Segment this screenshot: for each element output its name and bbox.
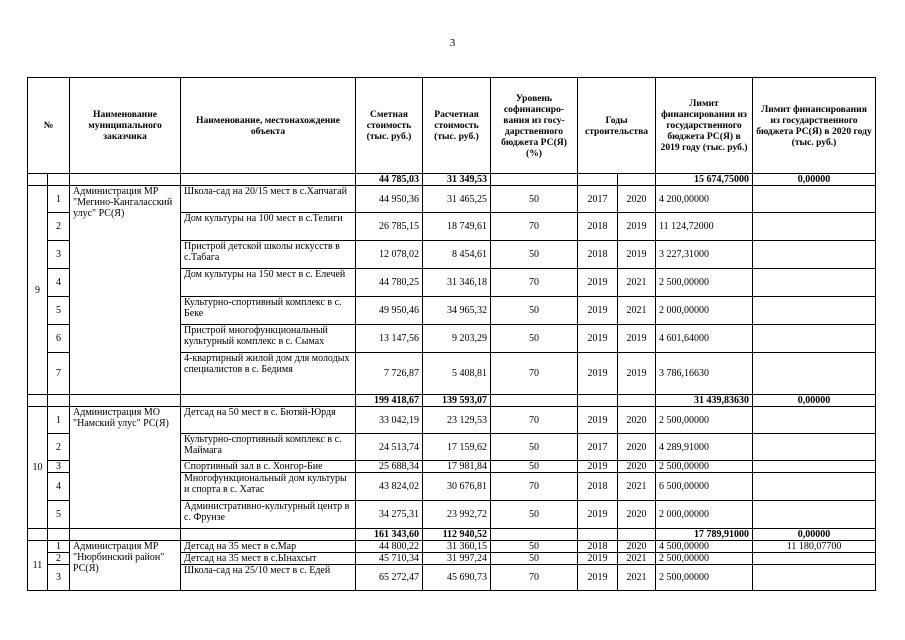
row-number: 2 xyxy=(48,213,70,241)
estimated-cost: 34 275,31 xyxy=(356,501,423,529)
calculated-cost: 8 454,61 xyxy=(423,241,491,269)
top-total-limit-2020: 0,00000 xyxy=(753,174,876,186)
row-number: 1 xyxy=(48,186,70,213)
calculated-cost: 17 981,84 xyxy=(423,461,491,473)
calculated-cost: 31 465,25 xyxy=(423,186,491,213)
top-total-estimated: 44 785,03 xyxy=(356,174,423,186)
object-name: Пристрой многофункциональный культурный комплекс в с. Сымах xyxy=(181,325,356,353)
row-number: 5 xyxy=(48,501,70,529)
calculated-cost: 31 346,18 xyxy=(423,269,491,297)
calculated-cost: 34 965,32 xyxy=(423,297,491,325)
year-end: 2020 xyxy=(618,541,656,553)
limit-2020 xyxy=(753,473,876,501)
top-total-row xyxy=(28,174,876,186)
year-start: 2019 xyxy=(578,325,618,353)
estimated-cost: 65 272,47 xyxy=(356,565,423,591)
row-number: 7 xyxy=(48,353,70,395)
table-row xyxy=(28,541,876,553)
header-limit-2019: Лимит финансирования из государственного бюджета РС(Я) в 2019 году (тыс. руб.) xyxy=(656,78,753,174)
object-name: Административно-культурный центр в с. Фрунзе xyxy=(181,501,356,529)
estimated-cost: 44 780,25 xyxy=(356,269,423,297)
header-cofinancing: Уровень софинансиро-вания из госу-дарственного бюджета РС(Я) (%) xyxy=(491,78,578,174)
year-end: 2020 xyxy=(618,501,656,529)
object-name: Детсад на 35 мест в с.Мар xyxy=(181,541,356,553)
limit-2020 xyxy=(753,186,876,213)
cofinancing-pct: 50 xyxy=(491,241,578,269)
total-limit-2019: 31 439,83630 xyxy=(656,395,753,407)
limit-2020 xyxy=(753,553,876,565)
calculated-cost: 45 690,73 xyxy=(423,565,491,591)
estimated-cost: 33 042,19 xyxy=(356,407,423,434)
year-end: 2019 xyxy=(618,325,656,353)
cofinancing-pct: 50 xyxy=(491,461,578,473)
year-start: 2019 xyxy=(578,269,618,297)
row-number: 2 xyxy=(48,434,70,461)
row-number: 3 xyxy=(48,241,70,269)
cofinancing-pct: 70 xyxy=(491,353,578,395)
row-number: 4 xyxy=(48,473,70,501)
cofinancing-pct: 50 xyxy=(491,553,578,565)
year-end: 2019 xyxy=(618,353,656,395)
year-start: 2019 xyxy=(578,297,618,325)
limit-2019: 3 227,31000 xyxy=(656,241,753,269)
limit-2019: 4 500,00000 xyxy=(656,541,753,553)
estimated-cost: 44 800,22 xyxy=(356,541,423,553)
total-calculated: 112 940,52 xyxy=(423,529,491,541)
total-calculated: 139 593,07 xyxy=(423,395,491,407)
limit-2020 xyxy=(753,297,876,325)
year-end: 2021 xyxy=(618,269,656,297)
year-end: 2020 xyxy=(618,186,656,213)
customer-name: Администрация МР "Нюрбинский район" РС(Я) xyxy=(70,541,181,591)
calculated-cost: 23 129,53 xyxy=(423,407,491,434)
limit-2020 xyxy=(753,269,876,297)
cofinancing-pct: 70 xyxy=(491,473,578,501)
estimated-cost: 25 688,34 xyxy=(356,461,423,473)
year-end: 2020 xyxy=(618,461,656,473)
financing-table xyxy=(27,77,876,591)
total-limit-2020: 0,00000 xyxy=(753,395,876,407)
row-number: 2 xyxy=(48,553,70,565)
object-name: Культурно-спортивный комплекс в с. Маймага xyxy=(181,434,356,461)
estimated-cost: 12 078,02 xyxy=(356,241,423,269)
year-end: 2020 xyxy=(618,434,656,461)
cofinancing-pct: 70 xyxy=(491,565,578,591)
limit-2020 xyxy=(753,241,876,269)
year-end: 2021 xyxy=(618,473,656,501)
group-number: 10 xyxy=(28,407,48,529)
limit-2019: 3 786,16630 xyxy=(656,353,753,395)
cofinancing-pct: 50 xyxy=(491,297,578,325)
total-estimated: 199 418,67 xyxy=(356,395,423,407)
limit-2020 xyxy=(753,565,876,591)
year-start: 2019 xyxy=(578,565,618,591)
limit-2020 xyxy=(753,325,876,353)
object-name: Детсад на 35 мест в с.Ынахсыт xyxy=(181,553,356,565)
object-name: Школа-сад на 25/10 мест в с. Едей xyxy=(181,565,356,591)
group-total-row xyxy=(28,529,876,541)
table-row xyxy=(28,186,876,213)
row-number: 3 xyxy=(48,461,70,473)
total-limit-2020: 0,00000 xyxy=(753,529,876,541)
page-number: 3 xyxy=(449,37,456,49)
limit-2019: 11 124,72000 xyxy=(656,213,753,241)
year-end: 2020 xyxy=(618,407,656,434)
top-total-limit-2019: 15 674,75000 xyxy=(656,174,753,186)
header-calculated-cost: Расчетная стоимость (тыс. руб.) xyxy=(423,78,491,174)
cofinancing-pct: 50 xyxy=(491,541,578,553)
limit-2019: 4 200,00000 xyxy=(656,186,753,213)
year-start: 2017 xyxy=(578,434,618,461)
limit-2019: 4 601,64000 xyxy=(656,325,753,353)
calculated-cost: 31 360,15 xyxy=(423,541,491,553)
year-end: 2021 xyxy=(618,297,656,325)
year-start: 2019 xyxy=(578,407,618,434)
cofinancing-pct: 70 xyxy=(491,269,578,297)
limit-2020 xyxy=(753,461,876,473)
year-start: 2019 xyxy=(578,501,618,529)
estimated-cost: 49 950,46 xyxy=(356,297,423,325)
year-end: 2021 xyxy=(618,553,656,565)
limit-2020: 11 180,07700 xyxy=(753,541,876,553)
row-number: 6 xyxy=(48,325,70,353)
cofinancing-pct: 50 xyxy=(491,501,578,529)
object-name: Детсад на 50 мест в с. Бютяй-Юрдя xyxy=(181,407,356,434)
year-end: 2019 xyxy=(618,241,656,269)
table-row xyxy=(28,407,876,434)
estimated-cost: 24 513,74 xyxy=(356,434,423,461)
limit-2019: 2 000,00000 xyxy=(656,297,753,325)
cofinancing-pct: 50 xyxy=(491,325,578,353)
calculated-cost: 23 992,72 xyxy=(423,501,491,529)
header-num: № xyxy=(28,78,70,174)
cofinancing-pct: 50 xyxy=(491,434,578,461)
row-number: 1 xyxy=(48,407,70,434)
top-total-calculated: 31 349,53 xyxy=(423,174,491,186)
header-row xyxy=(28,78,876,174)
year-start: 2019 xyxy=(578,553,618,565)
limit-2020 xyxy=(753,213,876,241)
year-start: 2019 xyxy=(578,353,618,395)
group-number: 9 xyxy=(28,186,48,395)
total-estimated: 161 343,60 xyxy=(356,529,423,541)
object-name: Дом культуры на 150 мест в с. Елечей xyxy=(181,269,356,297)
object-name: 4-квартирный жилой дом для молодых специалистов в с. Бедимя xyxy=(181,353,356,395)
year-start: 2018 xyxy=(578,541,618,553)
customer-name: Администрация МР "Мегино-Кангаласский улус" РС(Я) xyxy=(70,186,181,395)
limit-2019: 2 500,00000 xyxy=(656,461,753,473)
header-years: Годы строительства xyxy=(578,78,656,174)
year-start: 2019 xyxy=(578,461,618,473)
estimated-cost: 45 710,34 xyxy=(356,553,423,565)
estimated-cost: 26 785,15 xyxy=(356,213,423,241)
year-end: 2021 xyxy=(618,565,656,591)
year-start: 2018 xyxy=(578,473,618,501)
limit-2020 xyxy=(753,501,876,529)
row-number: 5 xyxy=(48,297,70,325)
limit-2020 xyxy=(753,407,876,434)
cofinancing-pct: 70 xyxy=(491,407,578,434)
limit-2019: 2 000,00000 xyxy=(656,501,753,529)
calculated-cost: 9 203,29 xyxy=(423,325,491,353)
estimated-cost: 44 950,36 xyxy=(356,186,423,213)
group-total-row xyxy=(28,395,876,407)
object-name: Многофункциональный дом культуры и спорта в с. Хатас xyxy=(181,473,356,501)
year-start: 2018 xyxy=(578,241,618,269)
row-number: 1 xyxy=(48,541,70,553)
cofinancing-pct: 50 xyxy=(491,186,578,213)
estimated-cost: 7 726,87 xyxy=(356,353,423,395)
object-name: Школа-сад на 20/15 мест в с.Хапчагай xyxy=(181,186,356,213)
limit-2019: 2 500,00000 xyxy=(656,565,753,591)
calculated-cost: 5 408,81 xyxy=(423,353,491,395)
row-number: 3 xyxy=(48,565,70,591)
limit-2019: 6 500,00000 xyxy=(656,473,753,501)
limit-2019: 2 500,00000 xyxy=(656,407,753,434)
year-start: 2018 xyxy=(578,213,618,241)
limit-2019: 2 500,00000 xyxy=(656,269,753,297)
calculated-cost: 18 749,61 xyxy=(423,213,491,241)
object-name: Спортивный зал в с. Хонгор-Бие xyxy=(181,461,356,473)
estimated-cost: 13 147,56 xyxy=(356,325,423,353)
header-estimated-cost: Сметная стоимость (тыс. руб.) xyxy=(356,78,423,174)
customer-name: Администрация МО "Намский улус" РС(Я) xyxy=(70,407,181,529)
header-customer: Наименование муниципального заказчика xyxy=(70,78,181,174)
limit-2020 xyxy=(753,353,876,395)
year-end: 2019 xyxy=(618,213,656,241)
object-name: Культурно-спортивный комплекс в с. Беке xyxy=(181,297,356,325)
total-limit-2019: 17 789,91000 xyxy=(656,529,753,541)
header-object: Наименование, местонахождение объекта xyxy=(181,78,356,174)
year-start: 2017 xyxy=(578,186,618,213)
estimated-cost: 43 824,02 xyxy=(356,473,423,501)
row-number: 4 xyxy=(48,269,70,297)
cofinancing-pct: 70 xyxy=(491,213,578,241)
group-number: 11 xyxy=(28,541,48,591)
limit-2019: 4 289,91000 xyxy=(656,434,753,461)
calculated-cost: 30 676,81 xyxy=(423,473,491,501)
calculated-cost: 31 997,24 xyxy=(423,553,491,565)
limit-2020 xyxy=(753,434,876,461)
object-name: Дом культуры на 100 мест в с.Телиги xyxy=(181,213,356,241)
calculated-cost: 17 159,62 xyxy=(423,434,491,461)
object-name: Пристрой детской школы искусств в с.Табага xyxy=(181,241,356,269)
limit-2019: 2 500,00000 xyxy=(656,553,753,565)
header-limit-2020: Лимит финансирования из государственного бюджета РС(Я) в 2020 году (тыс. руб.) xyxy=(753,78,876,174)
